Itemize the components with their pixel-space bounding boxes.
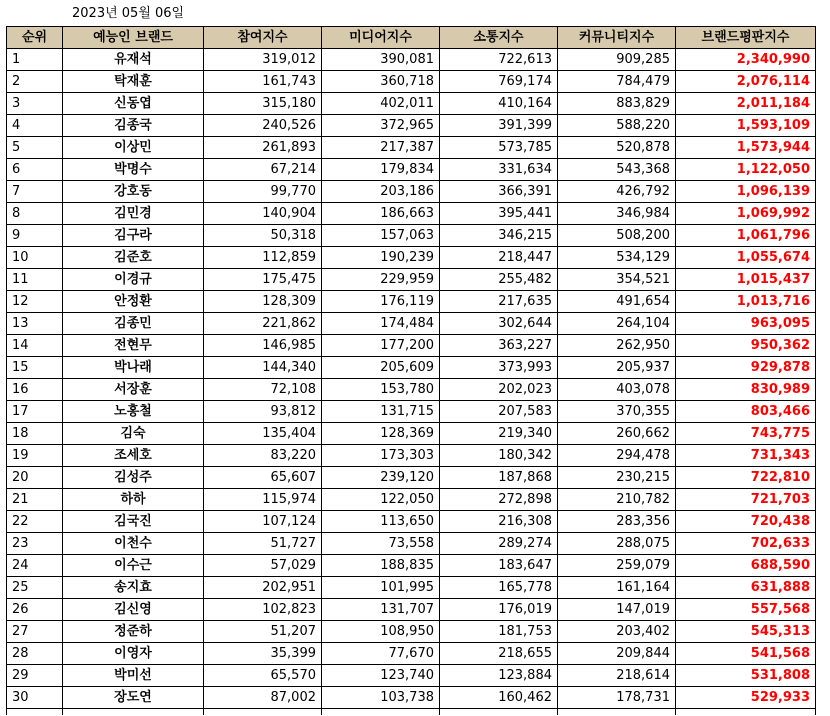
rank-cell: 26 bbox=[7, 599, 63, 621]
communication-cell: 207,583 bbox=[440, 401, 558, 423]
participation-cell: 93,812 bbox=[204, 401, 322, 423]
community-cell: 259,079 bbox=[558, 555, 676, 577]
header-brand-index: 브랜드평판지수 bbox=[676, 27, 816, 49]
community-cell: 508,200 bbox=[558, 225, 676, 247]
table-row bbox=[7, 181, 816, 203]
brand-index-cell: 1,055,674 bbox=[676, 247, 816, 269]
name-cell: 이영자 bbox=[63, 643, 204, 665]
brand-index-cell: 2,076,114 bbox=[676, 71, 816, 93]
empty-cell bbox=[676, 709, 816, 715]
communication-cell: 202,023 bbox=[440, 379, 558, 401]
rank-cell: 18 bbox=[7, 423, 63, 445]
media-cell: 101,995 bbox=[322, 577, 440, 599]
brand-index-cell: 929,878 bbox=[676, 357, 816, 379]
table-row bbox=[7, 203, 816, 225]
rank-cell: 16 bbox=[7, 379, 63, 401]
communication-cell: 181,753 bbox=[440, 621, 558, 643]
communication-cell: 160,462 bbox=[440, 687, 558, 709]
communication-cell: 123,884 bbox=[440, 665, 558, 687]
communication-cell: 180,342 bbox=[440, 445, 558, 467]
participation-cell: 51,727 bbox=[204, 533, 322, 555]
communication-cell: 176,019 bbox=[440, 599, 558, 621]
media-cell: 239,120 bbox=[322, 467, 440, 489]
table-row bbox=[7, 357, 816, 379]
participation-cell: 65,570 bbox=[204, 665, 322, 687]
rank-cell: 2 bbox=[7, 71, 63, 93]
communication-cell: 769,174 bbox=[440, 71, 558, 93]
name-cell: 김성주 bbox=[63, 467, 204, 489]
participation-cell: 261,893 bbox=[204, 137, 322, 159]
brand-index-cell: 1,069,992 bbox=[676, 203, 816, 225]
media-cell: 203,186 bbox=[322, 181, 440, 203]
rank-cell: 27 bbox=[7, 621, 63, 643]
communication-cell: 410,164 bbox=[440, 93, 558, 115]
rank-cell: 28 bbox=[7, 643, 63, 665]
brand-index-cell: 688,590 bbox=[676, 555, 816, 577]
name-cell: 강호동 bbox=[63, 181, 204, 203]
name-cell: 장도연 bbox=[63, 687, 204, 709]
media-cell: 131,707 bbox=[322, 599, 440, 621]
community-cell: 588,220 bbox=[558, 115, 676, 137]
table-row bbox=[7, 599, 816, 621]
empty-cell bbox=[7, 709, 63, 715]
brand-index-cell: 2,011,184 bbox=[676, 93, 816, 115]
name-cell: 이경규 bbox=[63, 269, 204, 291]
community-cell: 264,104 bbox=[558, 313, 676, 335]
media-cell: 123,740 bbox=[322, 665, 440, 687]
table-row bbox=[7, 467, 816, 489]
community-cell: 288,075 bbox=[558, 533, 676, 555]
header-participation: 참여지수 bbox=[204, 27, 322, 49]
header-media: 미디어지수 bbox=[322, 27, 440, 49]
participation-cell: 50,318 bbox=[204, 225, 322, 247]
empty-cell bbox=[63, 709, 204, 715]
table-row bbox=[7, 445, 816, 467]
table-header-row bbox=[7, 27, 816, 49]
communication-cell: 363,227 bbox=[440, 335, 558, 357]
rank-cell: 29 bbox=[7, 665, 63, 687]
table-row bbox=[7, 687, 816, 709]
media-cell: 108,950 bbox=[322, 621, 440, 643]
brand-index-cell: 557,568 bbox=[676, 599, 816, 621]
communication-cell: 373,993 bbox=[440, 357, 558, 379]
name-cell: 박미선 bbox=[63, 665, 204, 687]
name-cell: 정준하 bbox=[63, 621, 204, 643]
rank-cell: 15 bbox=[7, 357, 63, 379]
name-cell: 이수근 bbox=[63, 555, 204, 577]
brand-index-cell: 830,989 bbox=[676, 379, 816, 401]
header-community: 커뮤니티지수 bbox=[558, 27, 676, 49]
community-cell: 354,521 bbox=[558, 269, 676, 291]
table-row bbox=[7, 511, 816, 533]
communication-cell: 272,898 bbox=[440, 489, 558, 511]
community-cell: 543,368 bbox=[558, 159, 676, 181]
community-cell: 784,479 bbox=[558, 71, 676, 93]
name-cell: 김국진 bbox=[63, 511, 204, 533]
rank-cell: 23 bbox=[7, 533, 63, 555]
community-cell: 883,829 bbox=[558, 93, 676, 115]
table-row bbox=[7, 93, 816, 115]
participation-cell: 72,108 bbox=[204, 379, 322, 401]
rank-cell: 12 bbox=[7, 291, 63, 313]
name-cell: 조세호 bbox=[63, 445, 204, 467]
communication-cell: 573,785 bbox=[440, 137, 558, 159]
community-cell: 294,478 bbox=[558, 445, 676, 467]
rank-cell: 19 bbox=[7, 445, 63, 467]
table-row bbox=[7, 335, 816, 357]
brand-index-cell: 1,013,716 bbox=[676, 291, 816, 313]
rank-cell: 4 bbox=[7, 115, 63, 137]
community-cell: 230,215 bbox=[558, 467, 676, 489]
header-name: 예능인 브랜드 bbox=[63, 27, 204, 49]
communication-cell: 218,655 bbox=[440, 643, 558, 665]
participation-cell: 161,743 bbox=[204, 71, 322, 93]
brand-index-cell: 963,095 bbox=[676, 313, 816, 335]
name-cell: 이상민 bbox=[63, 137, 204, 159]
rank-cell: 30 bbox=[7, 687, 63, 709]
community-cell: 346,984 bbox=[558, 203, 676, 225]
brand-index-cell: 720,438 bbox=[676, 511, 816, 533]
communication-cell: 216,308 bbox=[440, 511, 558, 533]
community-cell: 178,731 bbox=[558, 687, 676, 709]
brand-index-cell: 721,703 bbox=[676, 489, 816, 511]
community-cell: 403,078 bbox=[558, 379, 676, 401]
media-cell: 157,063 bbox=[322, 225, 440, 247]
community-cell: 260,662 bbox=[558, 423, 676, 445]
name-cell: 김숙 bbox=[63, 423, 204, 445]
communication-cell: 366,391 bbox=[440, 181, 558, 203]
communication-cell: 346,215 bbox=[440, 225, 558, 247]
communication-cell: 165,778 bbox=[440, 577, 558, 599]
media-cell: 174,484 bbox=[322, 313, 440, 335]
participation-cell: 99,770 bbox=[204, 181, 322, 203]
media-cell: 177,200 bbox=[322, 335, 440, 357]
community-cell: 161,164 bbox=[558, 577, 676, 599]
name-cell: 이천수 bbox=[63, 533, 204, 555]
empty-cell bbox=[558, 709, 676, 715]
brand-index-cell: 1,015,437 bbox=[676, 269, 816, 291]
rank-cell: 5 bbox=[7, 137, 63, 159]
table-row bbox=[7, 379, 816, 401]
participation-cell: 35,399 bbox=[204, 643, 322, 665]
rank-cell: 22 bbox=[7, 511, 63, 533]
table-row bbox=[7, 225, 816, 247]
header-rank: 순위 bbox=[7, 27, 63, 49]
community-cell: 147,019 bbox=[558, 599, 676, 621]
header-communication: 소통지수 bbox=[440, 27, 558, 49]
community-cell: 491,654 bbox=[558, 291, 676, 313]
media-cell: 360,718 bbox=[322, 71, 440, 93]
name-cell: 전현무 bbox=[63, 335, 204, 357]
name-cell: 김준호 bbox=[63, 247, 204, 269]
rank-cell: 9 bbox=[7, 225, 63, 247]
participation-cell: 240,526 bbox=[204, 115, 322, 137]
rank-cell: 21 bbox=[7, 489, 63, 511]
name-cell: 유재석 bbox=[63, 49, 204, 71]
participation-cell: 107,124 bbox=[204, 511, 322, 533]
brand-index-cell: 743,775 bbox=[676, 423, 816, 445]
community-cell: 426,792 bbox=[558, 181, 676, 203]
media-cell: 390,081 bbox=[322, 49, 440, 71]
rank-cell: 3 bbox=[7, 93, 63, 115]
participation-cell: 175,475 bbox=[204, 269, 322, 291]
name-cell: 박나래 bbox=[63, 357, 204, 379]
media-cell: 217,387 bbox=[322, 137, 440, 159]
community-cell: 210,782 bbox=[558, 489, 676, 511]
community-cell: 283,356 bbox=[558, 511, 676, 533]
brand-ranking-table bbox=[6, 26, 816, 715]
participation-cell: 57,029 bbox=[204, 555, 322, 577]
table-row bbox=[7, 71, 816, 93]
brand-index-cell: 1,096,139 bbox=[676, 181, 816, 203]
rank-cell: 25 bbox=[7, 577, 63, 599]
name-cell: 박명수 bbox=[63, 159, 204, 181]
community-cell: 218,614 bbox=[558, 665, 676, 687]
name-cell: 김종국 bbox=[63, 115, 204, 137]
table-row bbox=[7, 137, 816, 159]
rank-cell: 14 bbox=[7, 335, 63, 357]
table-row bbox=[7, 489, 816, 511]
rank-cell: 7 bbox=[7, 181, 63, 203]
communication-cell: 218,447 bbox=[440, 247, 558, 269]
rank-cell: 24 bbox=[7, 555, 63, 577]
media-cell: 122,050 bbox=[322, 489, 440, 511]
rank-cell: 1 bbox=[7, 49, 63, 71]
table-row bbox=[7, 313, 816, 335]
rank-cell: 10 bbox=[7, 247, 63, 269]
community-cell: 370,355 bbox=[558, 401, 676, 423]
participation-cell: 87,002 bbox=[204, 687, 322, 709]
participation-cell: 102,823 bbox=[204, 599, 322, 621]
community-cell: 520,878 bbox=[558, 137, 676, 159]
communication-cell: 219,340 bbox=[440, 423, 558, 445]
participation-cell: 65,607 bbox=[204, 467, 322, 489]
participation-cell: 146,985 bbox=[204, 335, 322, 357]
table-row bbox=[7, 555, 816, 577]
communication-cell: 255,482 bbox=[440, 269, 558, 291]
communication-cell: 302,644 bbox=[440, 313, 558, 335]
communication-cell: 183,647 bbox=[440, 555, 558, 577]
table-row bbox=[7, 247, 816, 269]
empty-cell bbox=[204, 709, 322, 715]
participation-cell: 115,974 bbox=[204, 489, 322, 511]
brand-index-cell: 541,568 bbox=[676, 643, 816, 665]
participation-cell: 67,214 bbox=[204, 159, 322, 181]
participation-cell: 135,404 bbox=[204, 423, 322, 445]
table-row bbox=[7, 49, 816, 71]
media-cell: 176,119 bbox=[322, 291, 440, 313]
community-cell: 203,402 bbox=[558, 621, 676, 643]
communication-cell: 331,634 bbox=[440, 159, 558, 181]
media-cell: 128,369 bbox=[322, 423, 440, 445]
empty-cell bbox=[322, 709, 440, 715]
communication-cell: 391,399 bbox=[440, 115, 558, 137]
media-cell: 190,239 bbox=[322, 247, 440, 269]
communication-cell: 722,613 bbox=[440, 49, 558, 71]
media-cell: 77,670 bbox=[322, 643, 440, 665]
media-cell: 372,965 bbox=[322, 115, 440, 137]
communication-cell: 187,868 bbox=[440, 467, 558, 489]
media-cell: 73,558 bbox=[322, 533, 440, 555]
media-cell: 402,011 bbox=[322, 93, 440, 115]
participation-cell: 83,220 bbox=[204, 445, 322, 467]
communication-cell: 217,635 bbox=[440, 291, 558, 313]
brand-index-cell: 1,593,109 bbox=[676, 115, 816, 137]
communication-cell: 395,441 bbox=[440, 203, 558, 225]
brand-index-cell: 803,466 bbox=[676, 401, 816, 423]
participation-cell: 144,340 bbox=[204, 357, 322, 379]
name-cell: 서장훈 bbox=[63, 379, 204, 401]
table-row-partial bbox=[7, 709, 816, 715]
name-cell: 김민경 bbox=[63, 203, 204, 225]
brand-index-cell: 1,122,050 bbox=[676, 159, 816, 181]
community-cell: 205,937 bbox=[558, 357, 676, 379]
participation-cell: 221,862 bbox=[204, 313, 322, 335]
table-row bbox=[7, 533, 816, 555]
participation-cell: 128,309 bbox=[204, 291, 322, 313]
name-cell: 김구라 bbox=[63, 225, 204, 247]
name-cell: 노홍철 bbox=[63, 401, 204, 423]
table-row bbox=[7, 115, 816, 137]
brand-index-cell: 950,362 bbox=[676, 335, 816, 357]
media-cell: 186,663 bbox=[322, 203, 440, 225]
table-row bbox=[7, 621, 816, 643]
community-cell: 909,285 bbox=[558, 49, 676, 71]
table-row bbox=[7, 401, 816, 423]
brand-index-cell: 731,343 bbox=[676, 445, 816, 467]
brand-index-cell: 722,810 bbox=[676, 467, 816, 489]
brand-index-cell: 2,340,990 bbox=[676, 49, 816, 71]
rank-cell: 17 bbox=[7, 401, 63, 423]
participation-cell: 202,951 bbox=[204, 577, 322, 599]
name-cell: 송지효 bbox=[63, 577, 204, 599]
brand-index-cell: 1,061,796 bbox=[676, 225, 816, 247]
media-cell: 113,650 bbox=[322, 511, 440, 533]
table-row bbox=[7, 159, 816, 181]
participation-cell: 319,012 bbox=[204, 49, 322, 71]
table-row bbox=[7, 665, 816, 687]
participation-cell: 315,180 bbox=[204, 93, 322, 115]
table-row bbox=[7, 577, 816, 599]
table-row bbox=[7, 291, 816, 313]
participation-cell: 140,904 bbox=[204, 203, 322, 225]
table-row bbox=[7, 269, 816, 291]
brand-index-cell: 702,633 bbox=[676, 533, 816, 555]
rank-cell: 13 bbox=[7, 313, 63, 335]
brand-index-cell: 545,313 bbox=[676, 621, 816, 643]
participation-cell: 51,207 bbox=[204, 621, 322, 643]
brand-index-cell: 529,933 bbox=[676, 687, 816, 709]
empty-cell bbox=[440, 709, 558, 715]
name-cell: 신동엽 bbox=[63, 93, 204, 115]
media-cell: 229,959 bbox=[322, 269, 440, 291]
rank-cell: 11 bbox=[7, 269, 63, 291]
media-cell: 173,303 bbox=[322, 445, 440, 467]
media-cell: 153,780 bbox=[322, 379, 440, 401]
community-cell: 262,950 bbox=[558, 335, 676, 357]
brand-index-cell: 531,808 bbox=[676, 665, 816, 687]
communication-cell: 289,274 bbox=[440, 533, 558, 555]
table-row bbox=[7, 423, 816, 445]
rank-cell: 8 bbox=[7, 203, 63, 225]
media-cell: 103,738 bbox=[322, 687, 440, 709]
rank-cell: 20 bbox=[7, 467, 63, 489]
participation-cell: 112,859 bbox=[204, 247, 322, 269]
report-date: 2023년 05월 06일 bbox=[72, 6, 185, 21]
name-cell: 탁재훈 bbox=[63, 71, 204, 93]
media-cell: 179,834 bbox=[322, 159, 440, 181]
media-cell: 205,609 bbox=[322, 357, 440, 379]
brand-index-cell: 631,888 bbox=[676, 577, 816, 599]
community-cell: 534,129 bbox=[558, 247, 676, 269]
name-cell: 하하 bbox=[63, 489, 204, 511]
table-row bbox=[7, 643, 816, 665]
name-cell: 김종민 bbox=[63, 313, 204, 335]
rank-cell: 6 bbox=[7, 159, 63, 181]
name-cell: 김신영 bbox=[63, 599, 204, 621]
name-cell: 안정환 bbox=[63, 291, 204, 313]
media-cell: 188,835 bbox=[322, 555, 440, 577]
brand-index-cell: 1,573,944 bbox=[676, 137, 816, 159]
community-cell: 209,844 bbox=[558, 643, 676, 665]
media-cell: 131,715 bbox=[322, 401, 440, 423]
